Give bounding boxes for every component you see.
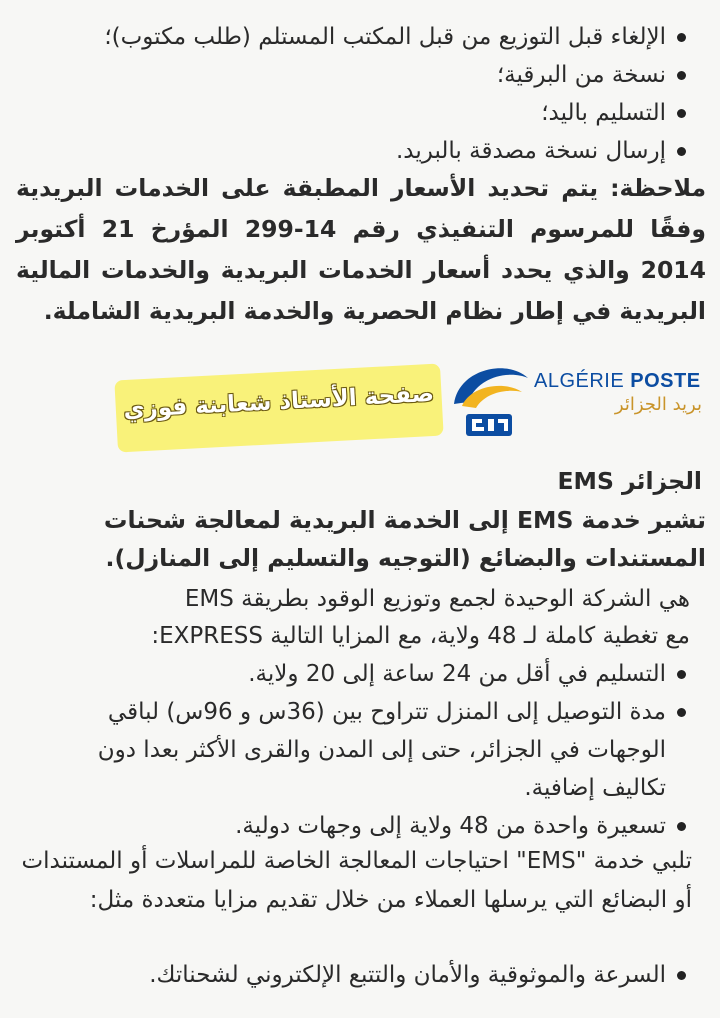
poste-emblem-icon (448, 356, 538, 448)
author-stamp (114, 364, 443, 453)
ems-heading: الجزائر EMS (557, 467, 702, 495)
ems-intro: تشير خدمة EMS إلى الخدمة البريدية لمعالجة شحنات المستندات والبضائع (التوجيه والتسليم إلى المنازل). (103, 506, 706, 572)
author-stamp-text: صفحة الأستاذ شعابنة فوزي (122, 380, 435, 424)
list-item-text: التسليم باليد؛ (541, 100, 666, 126)
cancellation-options-list (10, 18, 700, 170)
ems-line-1: هي الشركة الوحيدة لجمع وتوزيع الوقود بطريقة EMS (184, 586, 690, 612)
bullet-icon (677, 71, 686, 80)
list-item-text: التسليم في أقل من 24 ساعة إلى 20 ولاية. (248, 661, 666, 687)
algerie-poste-logo (448, 356, 710, 448)
bullet-icon (677, 708, 686, 717)
list-item (10, 807, 700, 845)
brand-name-ar: بريد الجزائر (614, 394, 702, 415)
bullet-icon (677, 822, 686, 831)
list-item-text: مدة التوصيل إلى المنزل تتراوح بين (36س و 96س) لباقي الوجهات في الجزائر، حتى إلى المدن والقرى الأكثر بعدا دون تكاليف إضافية. (97, 699, 666, 801)
bullet-icon (677, 971, 686, 980)
list-item-text: نسخة من البرقية؛ (496, 62, 666, 88)
list-item (10, 956, 700, 994)
list-item-text: إرسال نسخة مصدقة بالبريد. (395, 138, 666, 164)
list-item (10, 693, 700, 807)
brand-name-fr (534, 370, 701, 393)
list-item-text: تسعيرة واحدة من 48 ولاية إلى وجهات دولية. (235, 813, 666, 839)
bullet-icon (677, 670, 686, 679)
list-item (10, 56, 700, 94)
pricing-note: ملاحظة: يتم تحديد الأسعار المطبقة على الخدمات البريدية وفقًا للمرسوم التنفيذي رقم 14-299 المؤرخ 21 أكتوبر 2014 والذي يحدد أسعار الخدمات البريدية والخدمات المالية البريدية في إطار نظام الحصرية والخدمة البريدية الشاملة. (16, 174, 706, 325)
ems-advantages-list (10, 655, 700, 845)
ems-line-2: مع تغطية كاملة لـ 48 ولاية، مع المزايا التالية EXPRESS: (151, 623, 690, 649)
list-item-text: الإلغاء قبل التوزيع من قبل المكتب المستلم (طلب مكتوب)؛ (104, 24, 666, 50)
list-item (10, 18, 700, 56)
bullet-icon (677, 109, 686, 118)
bullet-icon (677, 33, 686, 42)
brand-name-fr-light: ALGÉRIE (534, 370, 631, 392)
list-item-text: السرعة والموثوقية والأمان والتتبع الإلكتروني لشحناتك. (149, 962, 666, 988)
list-item (10, 94, 700, 132)
list-item (10, 132, 700, 170)
brand-name-fr-bold: POSTE (630, 370, 701, 392)
list-item (10, 655, 700, 693)
bullet-icon (677, 147, 686, 156)
ems-benefits-list (10, 956, 700, 994)
ems-closing-paragraph: تلبي خدمة "EMS" احتياجات المعالجة الخاصة للمراسلات أو المستندات أو البضائع التي يرسلها العملاء من خلال تقديم مزايا متعددة مثل: (21, 848, 692, 913)
